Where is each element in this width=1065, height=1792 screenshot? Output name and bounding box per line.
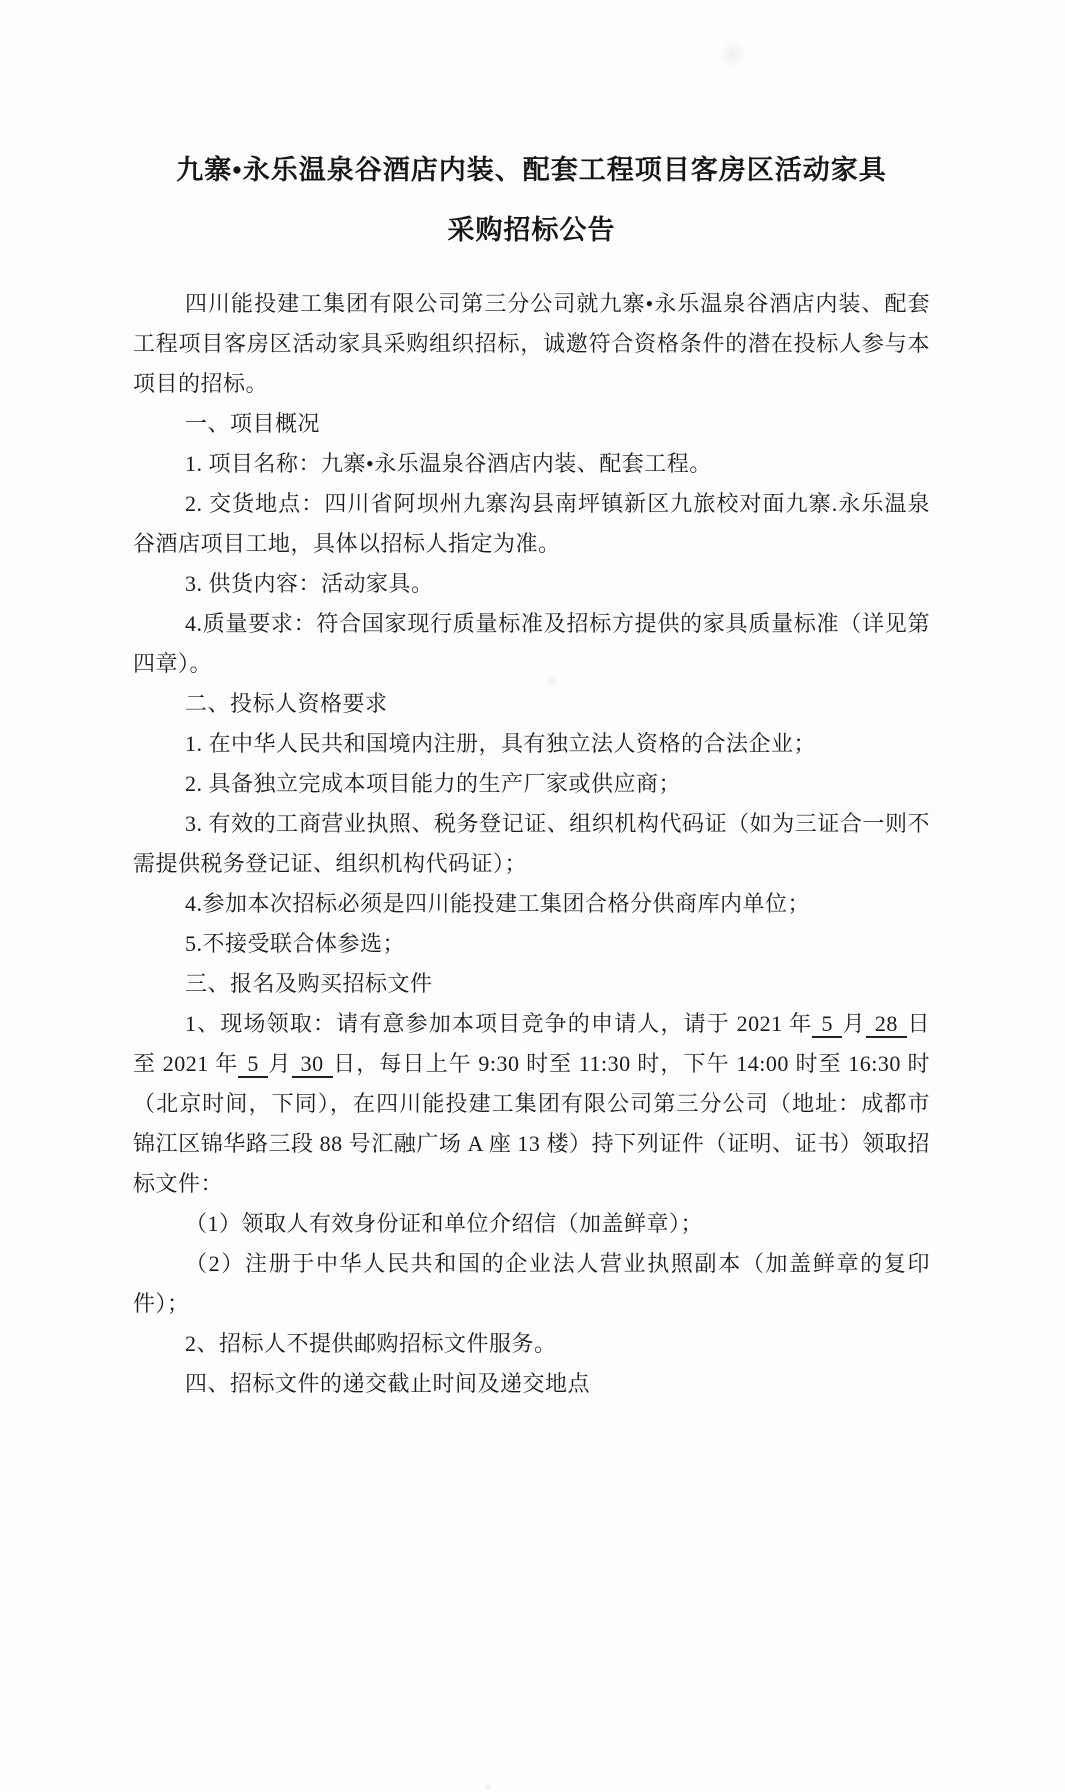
section3-item-2: 2、招标人不提供邮购招标文件服务。 <box>185 1331 557 1356</box>
pickup-text-2: 月 <box>841 1011 866 1036</box>
title-line-2: 采购招标公告 <box>447 215 616 245</box>
intro-paragraph: 四川能投建工集团有限公司第三分公司就九寨•永乐温泉谷酒店内装、配套工程项目客房区活动家具采购组织招标，诚邀符合资格条件的潜在投标人参与本项目的招标。 <box>133 291 930 396</box>
pickup-underline-end-month: 5 <box>238 1051 268 1078</box>
scan-artifact <box>483 1782 493 1792</box>
section3-heading: 三、报名及购买招标文件 <box>185 971 433 996</box>
section3-pickup-paragraph <box>133 1004 930 1204</box>
section3-sub-item-2: （2）注册于中华人民共和国的企业法人营业执照副本（加盖鲜章的复印件）； <box>133 1251 930 1316</box>
pickup-text-5: 日，每日上午 9:30 时至 11:30 时，下午 14:00 时至 16:30 时（北京时间，下同），在四川能投建工集团有限公司第三分公司（地址：成都市锦江区锦华路三段 88 号汇融广场 A 座 13 楼）持下列证件（证明、证书）领取招标文件： <box>133 1051 930 1196</box>
section4-heading: 四、招标文件的递交截止时间及递交地点 <box>185 1371 591 1396</box>
section1-item-1: 1. 项目名称：九寨•永乐温泉谷酒店内装、配套工程。 <box>185 451 712 476</box>
scan-artifact <box>720 40 746 70</box>
section1-item-4: 4.质量要求：符合国家现行质量标准及招标方提供的家具质量标准（详见第四章）。 <box>133 611 930 676</box>
pickup-underline-start-day: 28 <box>866 1011 907 1038</box>
section1-item-2: 2. 交货地点：四川省阿坝州九寨沟县南坪镇新区九旅校对面九寨.永乐温泉谷酒店项目工地，具体以招标人指定为准。 <box>133 491 930 556</box>
pickup-underline-end-day: 30 <box>292 1051 333 1078</box>
section2-heading: 二、投标人资格要求 <box>185 691 388 716</box>
pickup-text-1: 1、现场领取：请有意参加本项目竞争的申请人，请于 2021 年 <box>185 1011 813 1036</box>
section2-item-5: 5.不接受联合体参选； <box>185 931 406 956</box>
section2-item-3: 3. 有效的工商营业执照、税务登记证、组织机构代码证（如为三证合一则不需提供税务登记证、组织机构代码证）； <box>133 811 930 876</box>
section2-item-4: 4.参加本次招标必须是四川能投建工集团合格分供商库内单位； <box>185 891 811 916</box>
title-line-1: 九寨•永乐温泉谷酒店内装、配套工程项目客房区活动家具 <box>176 155 887 185</box>
document-title <box>133 140 930 260</box>
pickup-underline-start-month: 5 <box>812 1011 842 1038</box>
section1-item-3: 3. 供货内容：活动家具。 <box>185 571 434 596</box>
pickup-text-3: 日至 2021 年 <box>133 1011 930 1076</box>
pickup-text-4: 月 <box>267 1051 292 1076</box>
section3-sub-item-1: （1）领取人有效身份证和单位介绍信（加盖鲜章）； <box>185 1211 704 1236</box>
section2-item-2: 2. 具备独立完成本项目能力的生产厂家或供应商； <box>185 771 682 796</box>
section1-heading: 一、项目概况 <box>185 411 321 436</box>
section2-item-1: 1. 在中华人民共和国境内注册，具有独立法人资格的合法企业； <box>185 731 817 756</box>
document-body <box>133 284 930 1404</box>
